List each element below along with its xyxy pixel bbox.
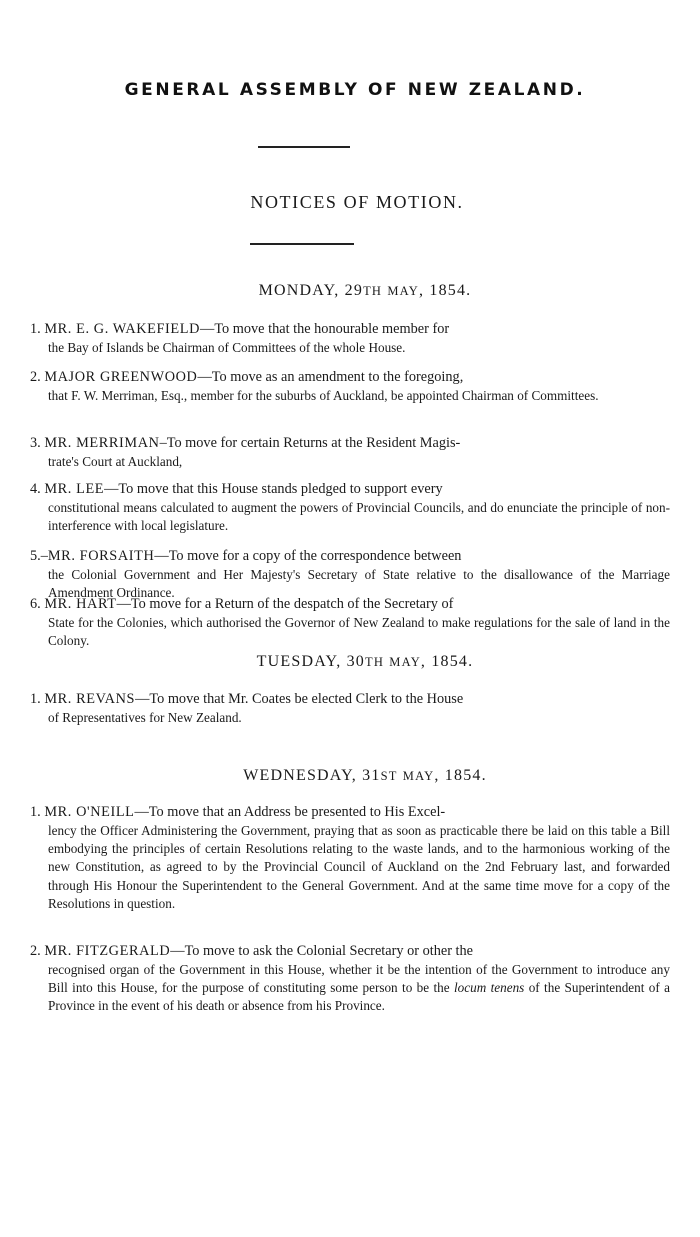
motion-number: 2. [30,943,41,959]
motion-mover: MR. FORSAITH [47,548,155,564]
motion-mover: MAJOR GREENWOOD [44,369,198,385]
notices-title: NOTICES OF MOTION. [250,192,464,212]
motion-item: 1. MR. REVANS—To move that Mr. Coates be elected Clerk to the House of Representatives for New Zealand. [30,690,670,727]
motion-item: 5.–MR. FORSAITH—To move for a copy of the correspondence between the Colonial Government and Her Majesty's Secretary of State relative to the disallowance of the Marriage Amendment Ordinance. [30,547,670,602]
motion-body: constitutional means calculated to augment the powers of Provincial Councils, and do enunciate the principle of non-interference with local legislature. [48,500,670,534]
motion-number: 5.– [30,548,48,564]
motion-item: 4. MR. LEE—To move that this House stands pledged to support every constitutional means calculated to augment the powers of Provincial Councils, and do enunciate the principle of non-interference with local legislature. [30,480,670,535]
motion-mover: MR. REVANS [44,691,136,707]
motion-body: State for the Colonies, which authorised the Governor of New Zealand to make regulations for the sale of land in the Colony. [48,615,670,649]
motion-item: 6. MR. HART—To move for a Return of the despatch of the Secretary of State for the Colonies, which authorised the Governor of New Zealand to make regulations for the sale of land in the Colony. [30,595,670,650]
motion-number: 1. [30,691,41,707]
motion-body: recognised organ of the Government in this House, whether it be the intention of the Government to introduce any Bill into this House, for the purpose of constituting some person to be the locum tenens of the Superintendent of a Province in the event of his death or absence from his Province. [48,962,670,1014]
motion-body: lency the Officer Administering the Government, praying that as soon as practicable there be laid on this table a Bill embodying the principles of certain Resolutions relating to the waste lands, and to the harmonious working of the new Constitution, as agreed to by the Provincial Council of Auckland on the 2nd February last, and forwarded through His Honour the Superintendent to the General Government. And at the same time move for a copy of the Resolutions in question. [48,823,670,911]
assembly-heading: GENERAL ASSEMBLY OF NEW ZEALAND. [124,80,586,100]
motion-mover: MR. HART [44,596,117,612]
motion-mover: MR. FITZGERALD [44,943,171,959]
motion-number: 4. [30,481,41,497]
motion-number: 6. [30,596,41,612]
motion-body: of Representatives for New Zealand. [48,710,242,725]
motion-item: 2. MAJOR GREENWOOD—To move as an amendment to the foregoing, that F. W. Merriman, Esq., member for the suburbs of Auckland, be appointed Chairman of Committees. [30,368,670,405]
motion-number: 1. [30,804,41,820]
motion-mover: MR. LEE [44,481,105,497]
motion-item: 3. MR. MERRIMAN–To move for certain Returns at the Resident Magis- trate's Court at Auckland, [30,434,670,471]
motion-body: that F. W. Merriman, Esq., member for the suburbs of Auckland, be appointed Chairman of Committees. [48,388,599,403]
motion-item: 1. MR. O'NEILL—To move that an Address be presented to His Excel- lency the Officer Administering the Government, praying that as soon as practicable there be laid on this table a Bill embodying the principles of certain Resolutions relating to the waste lands, and to the harmonious working of the new Constitution, as agreed to by the Provincial Council of Auckland on the 2nd February last, and forwarded through His Honour the Superintendent to the General Government. And at the same time move for a copy of the Resolutions in question. [30,803,670,913]
motion-number: 1. [30,321,41,337]
day-heading-wednesday: WEDNESDAY, 31ST MAY, 1854. [243,767,487,784]
motion-item: 1. MR. E. G. WAKEFIELD—To move that the honourable member for the Bay of Islands be Chairman of Committees of the whole House. [30,320,670,357]
day-heading-monday: MONDAY, 29TH MAY, 1854. [258,282,472,299]
motion-body: the Bay of Islands be Chairman of Committees of the whole House. [48,340,406,355]
motion-number: 3. [30,435,41,451]
divider-rule [258,146,350,148]
motion-mover: MR. MERRIMAN [44,435,160,451]
motion-mover: MR. E. G. WAKEFIELD [44,321,201,337]
motion-item: 2. MR. FITZGERALD—To move to ask the Colonial Secretary or other the recognised organ of the Government in this House, whether it be the intention of the Government to introduce any Bill into this House, for the purpose of constituting some person to be the locum tenens of the Superintendent of a Province in the event of his death or absence from his Province. [30,942,670,1016]
motion-body: trate's Court at Auckland, [48,454,183,469]
motion-number: 2. [30,369,41,385]
divider-rule [250,243,354,245]
motion-mover: MR. O'NEILL [44,804,135,820]
motion-body: the Colonial Government and Her Majesty's Secretary of State relative to the disallowance of the Marriage Amendment Ordinance. [48,567,670,601]
latin-phrase: locum tenens [454,980,525,996]
day-heading-tuesday: TUESDAY, 30TH MAY, 1854. [256,653,474,670]
